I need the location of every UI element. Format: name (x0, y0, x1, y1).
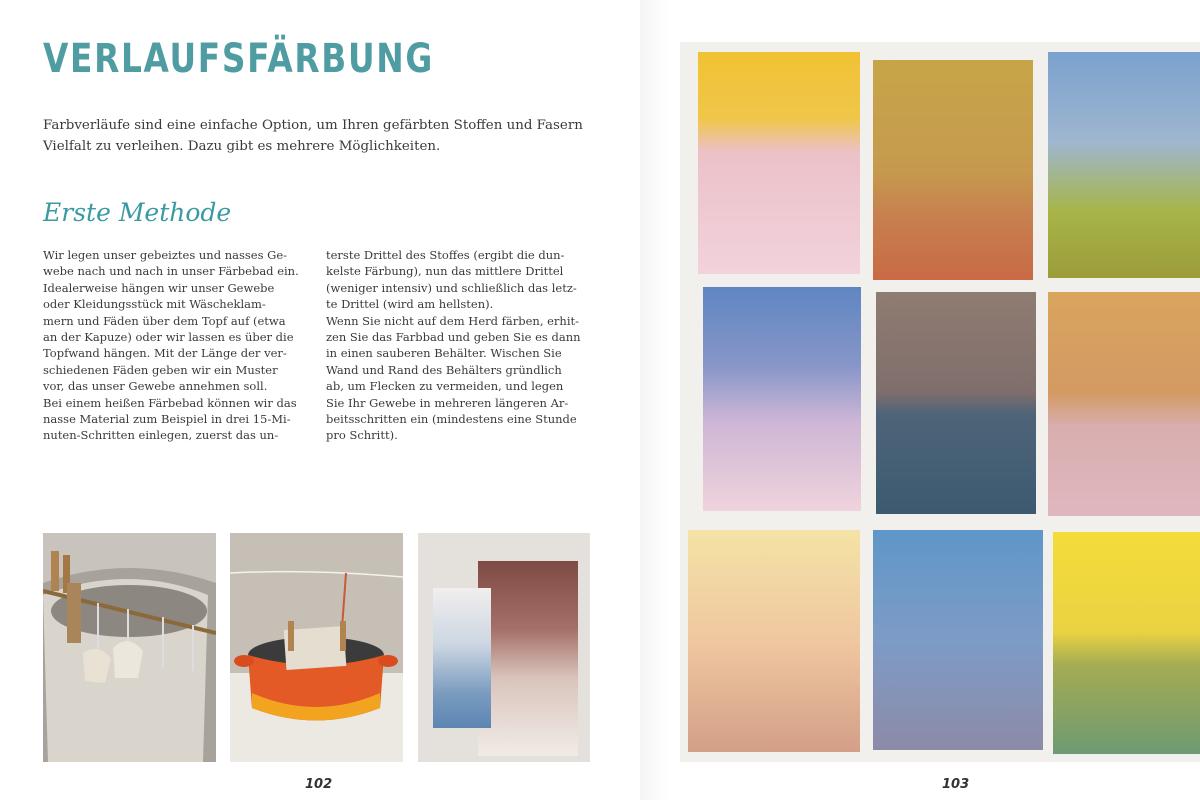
swatch-blue-green (1048, 52, 1200, 278)
swatch-shibori-blue (873, 530, 1043, 750)
page-title: VERLAUFSFÄRBUNG (43, 36, 434, 82)
page-number-left: 102 (305, 777, 333, 792)
page-number-right: 103 (942, 777, 970, 792)
gradient-fabrics-illustration (418, 533, 590, 762)
swatch-blue-pink (703, 287, 861, 511)
swatch-ochre-rust (873, 60, 1033, 280)
dye-container-illustration (43, 533, 216, 762)
photo-gradient-fabrics (418, 533, 590, 762)
swatch-ochre-pink (1048, 292, 1200, 516)
swatch-yellow-green (1053, 532, 1200, 754)
fabric-swatch-grid (680, 42, 1200, 762)
right-page (640, 0, 1200, 800)
orange-pot-illustration (230, 533, 403, 762)
photo-orange-pot (230, 533, 403, 762)
section-heading: Erste Methode (43, 198, 232, 227)
body-column-1: Wir legen unser gebeiztes und nasses Ge- webe nach und nach in unser Färbebad ein. Idealerweise hängen wir unser Gewebe oder Kleidungsstück mit Wäscheklam- mern und Fäden über dem Topf auf (etwa an der Kapuze) oder wir lassen es über die Topfwand hängen. Mit der Länge der ver- schiedenen Fäden geben wir ein Muster vor, das unser Gewebe annehmen soll. Bei einem heißen Färbebad können wir das nasse Material zum Beispiel in drei 15-Mi- nuten-Schritten einlegen, zuerst das un- (43, 248, 299, 443)
page-gutter-shadow (640, 0, 670, 800)
swatch-yellow-pink (698, 52, 860, 274)
photo-dye-container (43, 533, 216, 762)
body-column-2: terste Drittel des Stoffes (ergibt die dun- kelste Färbung), nun das mittlere Drittel (weniger intensiv) und schließlich das letz- te Drittel (wird am hellsten). Wenn Sie nicht auf dem Herd färben, erhit- zen Sie das Farbbad und geben Sie es dann in einen sauberen Behälter. Wischen Sie Wand und Rand des Behälters gründlich ab, um Flecken zu vermeiden, und legen Sie Ihr Gewebe in mehreren längeren Ar- beitsschritten ein (mindestens eine Stunde pro Schritt). (326, 248, 581, 443)
intro-paragraph: Farbverläufe sind eine einfache Option, um Ihren gefärbten Stoffen und Fasern Vielfalt zu verleihen. Dazu gibt es mehrere Möglichkeiten. (43, 118, 583, 154)
swatch-cream-peach (688, 530, 860, 752)
fabric-swatches-illustration (680, 42, 1200, 762)
swatch-brown-indigo (876, 292, 1036, 514)
